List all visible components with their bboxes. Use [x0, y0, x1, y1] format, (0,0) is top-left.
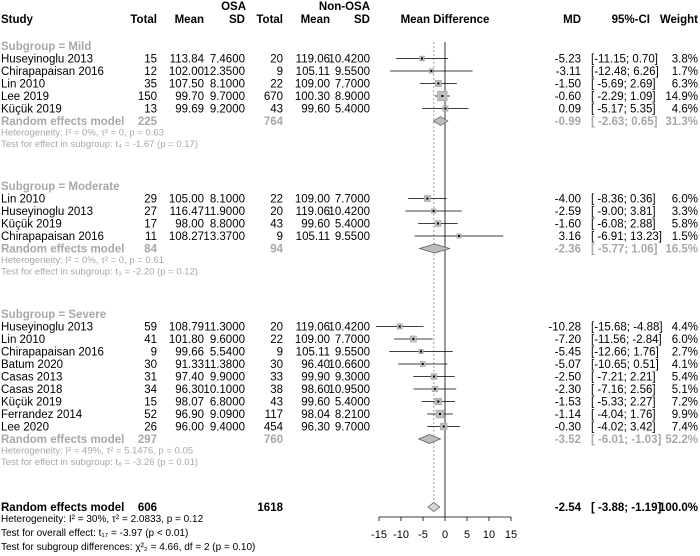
weight-value: 6.0% [671, 193, 698, 206]
overall-diamond [428, 503, 440, 512]
osa-total: 26 [144, 421, 157, 434]
header-nonosa: Non-OSA [318, 1, 370, 13]
header-mean-nonosa: Mean [300, 14, 330, 26]
point-estimate [420, 351, 422, 353]
subgroup-total-osa: 225 [137, 116, 157, 128]
point-estimate [421, 58, 423, 60]
nonosa-sd: 7.7000 [334, 334, 370, 346]
nonosa-mean: 109.00 [294, 334, 330, 346]
md-value: -5.45 [554, 346, 581, 359]
nonosa-total: 20 [270, 53, 283, 66]
osa-total: 34 [144, 384, 157, 396]
overall-total-nonosa: 1618 [257, 502, 283, 514]
osa-mean: 116.47 [169, 206, 204, 218]
nonosa-sd: 10.4200 [328, 321, 370, 334]
nonosa-mean: 98.04 [301, 409, 330, 421]
subgroup-weight: 16.5% [665, 243, 698, 256]
md-value: -1.50 [554, 78, 581, 91]
x-tick-label: -15 [371, 529, 387, 541]
point-estimate [439, 413, 441, 415]
nonosa-mean: 99.60 [301, 103, 330, 116]
subgroup-heterogeneity: Heterogeneity: I² = 49%, τ² = 5.1476, p = 0.05 [1, 445, 194, 457]
study-label: Huseyinoglu 2013 [1, 206, 94, 218]
nonosa-sd: 9.3000 [334, 371, 370, 384]
subgroup-md: -3.52 [554, 434, 581, 446]
md-value: -0.30 [554, 421, 581, 434]
study-label: Batum 2020 [1, 359, 64, 371]
ci-value: [-11.56; -2.84] [591, 334, 662, 346]
subgroup-heterogeneity: Heterogeneity: I² = 0%, τ² = 0, p = 0.61 [1, 255, 164, 266]
osa-total: 52 [144, 409, 157, 421]
study-label: Lin 2010 [1, 334, 46, 346]
study-label: Casas 2013 [1, 371, 63, 384]
weight-value: 1.5% [671, 231, 698, 243]
nonosa-total: 9 [276, 66, 283, 78]
ci-value: [ -4.02; 3.42] [591, 421, 656, 434]
ci-value: [ -7.16; 2.56] [591, 384, 656, 396]
osa-sd: 11.9000 [204, 206, 245, 218]
study-label: Lin 2010 [1, 193, 46, 206]
ci-value: [-12.48; 6.26] [591, 66, 659, 78]
nonosa-total: 22 [270, 78, 283, 91]
subgroup-diamond [419, 435, 441, 444]
nonosa-mean: 109.00 [294, 193, 330, 206]
osa-mean: 97.40 [175, 371, 204, 384]
osa-mean: 99.69 [175, 103, 204, 116]
point-estimate [426, 198, 428, 200]
point-estimate [433, 376, 435, 378]
point-estimate [458, 235, 460, 237]
osa-mean: 96.90 [175, 409, 204, 421]
ci-value: [ -5.69; 2.69] [591, 78, 656, 91]
weight-value: 3.3% [671, 206, 698, 218]
osa-sd: 11.3000 [204, 321, 245, 334]
header-weight: Weight [659, 14, 698, 26]
ci-value: [ -8.36; 0.36] [591, 193, 656, 206]
weight-value: 5.1% [671, 384, 698, 396]
subgroup-ci: [ -5.77; 1.06] [591, 243, 658, 256]
point-estimate [437, 223, 439, 225]
point-estimate [437, 83, 439, 85]
nonosa-sd: 10.4200 [328, 53, 370, 66]
weight-value: 7.2% [671, 396, 698, 409]
header-total-osa: Total [130, 14, 157, 26]
nonosa-mean: 100.30 [294, 91, 330, 103]
osa-sd: 10.1000 [203, 384, 245, 396]
md-value: -10.28 [548, 321, 581, 334]
footer-line: Test for subgroup differences: χ²₂ = 4.66, df = 2 (p = 0.10) [1, 542, 256, 553]
ci-value: [ -5.33; 2.27] [591, 396, 656, 409]
osa-total: 59 [144, 321, 157, 334]
nonosa-sd: 8.2100 [334, 409, 370, 421]
osa-total: 30 [144, 359, 157, 371]
point-estimate [443, 426, 445, 428]
md-value: -5.23 [554, 53, 581, 66]
footer-line: Test for overall effect: t₁₇ = -3.97 (p < 0.01) [1, 528, 189, 539]
x-tick-label: 5 [463, 529, 471, 541]
header-sd-osa: SD [229, 14, 245, 26]
header-md: MD [563, 14, 581, 26]
nonosa-mean: 99.60 [301, 218, 330, 231]
nonosa-sd: 5.4000 [334, 396, 370, 409]
osa-sd: 5.5400 [209, 346, 245, 359]
subgroup-diamond [433, 117, 447, 126]
overall-md: -2.54 [554, 502, 581, 514]
md-value: -2.59 [554, 206, 581, 218]
x-tick-label: 10 [482, 529, 496, 541]
osa-total: 15 [144, 53, 157, 66]
nonosa-sd: 9.5500 [334, 231, 370, 243]
osa-total: 15 [144, 396, 157, 409]
nonosa-mean: 105.11 [295, 231, 330, 243]
weight-value: 5.8% [671, 218, 698, 231]
osa-mean: 102.00 [168, 66, 204, 78]
md-value: -3.11 [555, 66, 581, 78]
nonosa-sd: 10.9500 [328, 384, 370, 396]
weight-value: 14.9% [665, 91, 698, 103]
nonosa-total: 38 [270, 384, 283, 396]
subgroup-md: -2.36 [554, 243, 581, 256]
weight-value: 4.6% [671, 103, 698, 116]
subgroup-re-label: Random effects model [1, 434, 125, 446]
nonosa-total: 22 [270, 334, 283, 346]
nonosa-mean: 119.06 [295, 321, 330, 334]
osa-sd: 9.9000 [209, 371, 245, 384]
study-label: Huseyinoglu 2013 [1, 321, 94, 334]
subgroup-effect-test: Test for effect in subgroup: t₃ = -2.20 (p = 0.12) [1, 266, 198, 278]
subgroup-label: Subgroup = Severe [1, 309, 107, 321]
osa-total: 27 [144, 206, 157, 218]
osa-sd: 13.3700 [203, 231, 245, 243]
osa-mean: 101.80 [168, 334, 204, 346]
nonosa-total: 117 [264, 409, 283, 421]
weight-value: 4.4% [671, 321, 698, 334]
x-tick-label: 0 [441, 529, 449, 541]
ci-value: [ -5.17; 5.35] [591, 103, 656, 116]
study-label: Huseyinoglu 2013 [1, 53, 94, 66]
md-value: 0.09 [558, 103, 581, 116]
study-label: Küçük 2019 [1, 396, 62, 409]
ci-value: [-15.68; -4.88] [591, 321, 663, 334]
study-label: Chirapapaisan 2016 [1, 66, 104, 78]
nonosa-mean: 99.60 [301, 396, 330, 409]
subgroup-effect-test: Test for effect in subgroup: t₄ = -1.67 (p = 0.17) [1, 139, 198, 150]
subgroup-total-nonosa: 764 [263, 116, 283, 128]
subgroup-re-label: Random effects model [1, 243, 125, 256]
x-tick-label: -10 [393, 529, 409, 541]
osa-mean: 96.00 [175, 421, 204, 434]
osa-mean: 113.84 [169, 53, 204, 66]
overall-ci: [ -3.88; -1.19] [591, 502, 662, 514]
overall-total-osa: 606 [137, 502, 157, 514]
weight-value: 5.4% [671, 371, 698, 384]
nonosa-sd: 5.4000 [334, 218, 370, 231]
header-sd-nonosa: SD [354, 14, 370, 26]
weight-value: 6.0% [671, 334, 698, 346]
study-label: Casas 2018 [1, 384, 63, 396]
osa-mean: 107.50 [168, 78, 204, 91]
osa-mean: 96.30 [175, 384, 204, 396]
md-value: -1.60 [554, 218, 581, 231]
subgroup-weight: 52.2% [665, 434, 698, 446]
osa-mean: 99.66 [175, 346, 204, 359]
x-tick-label: 15 [504, 529, 518, 541]
osa-sd: 8.8000 [209, 218, 245, 231]
point-estimate [399, 326, 401, 328]
subgroup-label: Subgroup = Mild [1, 41, 92, 53]
nonosa-mean: 109.00 [294, 78, 330, 91]
study-label: Küçük 2019 [1, 218, 62, 231]
x-tick-label: -5 [418, 529, 428, 541]
ci-value: [-11.15; 0.70] [591, 53, 658, 66]
osa-total: 9 [150, 346, 157, 359]
study-label: Ferrandez 2014 [1, 409, 83, 421]
header-total-nonosa: Total [256, 14, 283, 26]
nonosa-total: 9 [276, 231, 283, 243]
point-estimate [444, 108, 446, 110]
weight-value: 7.4% [671, 421, 698, 434]
osa-sd: 8.1000 [209, 78, 245, 91]
study-label: Chirapapaisan 2016 [1, 231, 104, 243]
md-value: 3.16 [558, 231, 581, 243]
subgroup-label: Subgroup = Moderate [1, 181, 120, 193]
nonosa-total: 43 [270, 396, 283, 409]
subgroup-heterogeneity: Heterogeneity: I² = 0%, τ² = 0, p = 0.63 [1, 127, 164, 139]
osa-sd: 9.4000 [209, 421, 245, 434]
osa-total: 150 [137, 91, 157, 103]
nonosa-sd: 9.5500 [334, 66, 370, 78]
osa-sd: 9.0900 [209, 409, 245, 421]
nonosa-total: 33 [270, 371, 283, 384]
study-label: Lee 2020 [1, 421, 49, 434]
point-estimate [433, 210, 435, 212]
subgroup-total-osa: 297 [137, 434, 157, 446]
overall-weight: 100.0% [658, 502, 698, 514]
study-label: Küçük 2019 [1, 103, 62, 116]
header-mean-difference: Mean Difference [400, 14, 490, 26]
osa-mean: 108.27 [168, 231, 204, 243]
md-value: -2.50 [554, 371, 581, 384]
subgroup-ci: [ -6.01; -1.03] [591, 434, 662, 446]
subgroup-weight: 31.3% [665, 116, 698, 128]
osa-sd: 6.8000 [209, 396, 245, 409]
weight-value: 3.8% [671, 53, 698, 66]
nonosa-sd: 10.6600 [328, 359, 370, 371]
osa-total: 13 [144, 103, 157, 116]
nonosa-mean: 96.40 [301, 359, 330, 371]
nonosa-sd: 7.7000 [334, 78, 370, 91]
nonosa-mean: 119.06 [295, 206, 330, 218]
md-value: -2.30 [554, 384, 581, 396]
md-value: -7.20 [554, 334, 581, 346]
weight-value: 1.7% [671, 66, 698, 78]
ci-value: [ -2.29; 1.09] [591, 91, 656, 103]
subgroup-total-osa: 84 [144, 243, 157, 256]
nonosa-mean: 105.11 [295, 66, 330, 78]
osa-total: 35 [144, 78, 157, 91]
osa-sd: 9.6000 [209, 334, 245, 346]
weight-value: 9.9% [671, 409, 698, 421]
study-label: Chirapapaisan 2016 [1, 346, 104, 359]
nonosa-total: 43 [270, 218, 283, 231]
osa-total: 17 [144, 218, 157, 231]
nonosa-total: 670 [263, 91, 283, 103]
osa-mean: 98.00 [175, 218, 204, 231]
nonosa-sd: 10.4200 [328, 206, 370, 218]
osa-total: 31 [144, 371, 157, 384]
subgroup-md: -0.99 [554, 116, 581, 128]
ci-value: [ -6.91; 13.23] [591, 231, 662, 243]
nonosa-sd: 9.7000 [334, 421, 370, 434]
ci-value: [-12.66; 1.76] [591, 346, 659, 359]
nonosa-total: 9 [276, 346, 283, 359]
header-osa: OSA [221, 1, 246, 13]
osa-mean: 91.33 [175, 359, 204, 371]
header-ci: 95%-CI [611, 14, 650, 26]
osa-mean: 108.79 [168, 321, 204, 334]
nonosa-sd: 5.4000 [334, 103, 370, 116]
nonosa-mean: 119.06 [295, 53, 330, 66]
ci-value: [-10.65; 0.51] [591, 359, 659, 371]
osa-sd: 9.2000 [209, 103, 245, 116]
point-estimate [422, 363, 424, 365]
point-estimate [434, 388, 436, 390]
ci-value: [ -4.04; 1.76] [591, 409, 656, 421]
footer-line: Heterogeneity: I² = 30%, τ² = 2.0833, p = 0.12 [1, 514, 204, 525]
osa-total: 41 [144, 334, 157, 346]
md-value: -4.00 [554, 193, 581, 206]
osa-sd: 7.4600 [209, 53, 245, 66]
osa-total: 29 [144, 193, 157, 206]
subgroup-total-nonosa: 760 [263, 434, 283, 446]
ci-value: [ -9.00; 3.81] [591, 206, 656, 218]
nonosa-mean: 105.11 [295, 346, 330, 359]
osa-mean: 99.70 [175, 91, 204, 103]
point-estimate [430, 70, 432, 72]
osa-total: 11 [145, 231, 157, 243]
subgroup-total-nonosa: 94 [270, 243, 283, 256]
point-estimate [412, 338, 414, 340]
subgroup-re-label: Random effects model [1, 116, 125, 128]
osa-sd: 11.3800 [204, 359, 245, 371]
nonosa-sd: 7.7000 [334, 193, 370, 206]
osa-sd: 8.1000 [209, 193, 245, 206]
subgroup-ci: [ -2.63; 0.65] [591, 116, 658, 128]
md-value: -0.60 [554, 91, 581, 103]
nonosa-total: 22 [270, 193, 283, 206]
nonosa-total: 43 [270, 103, 283, 116]
nonosa-total: 454 [263, 421, 283, 434]
nonosa-sd: 8.9000 [334, 91, 370, 103]
study-label: Lee 2019 [1, 91, 49, 103]
md-value: -1.53 [554, 396, 581, 409]
subgroup-effect-test: Test for effect in subgroup: t₈ = -3.26 (p = 0.01) [1, 457, 199, 468]
header-mean-osa: Mean [174, 14, 204, 26]
osa-sd: 9.7000 [209, 91, 245, 103]
study-label: Lin 2010 [1, 78, 46, 91]
point-estimate [441, 95, 443, 97]
osa-total: 12 [144, 66, 157, 78]
nonosa-mean: 99.90 [301, 371, 330, 384]
osa-mean: 98.07 [175, 396, 204, 409]
overall-label: Random effects model [1, 502, 125, 514]
ci-value: [ -7.21; 2.21] [591, 371, 656, 384]
nonosa-mean: 98.60 [301, 384, 330, 396]
weight-value: 2.7% [671, 346, 698, 359]
nonosa-mean: 96.30 [301, 421, 330, 434]
weight-value: 6.3% [671, 78, 698, 91]
nonosa-total: 30 [270, 359, 283, 371]
nonosa-sd: 9.5500 [334, 346, 370, 359]
header-study: Study [1, 14, 33, 26]
md-value: -1.14 [554, 409, 581, 421]
weight-value: 4.1% [671, 359, 698, 371]
point-estimate [437, 401, 439, 403]
osa-sd: 12.3500 [203, 66, 245, 78]
md-value: -5.07 [554, 359, 581, 371]
osa-mean: 105.00 [168, 193, 204, 206]
nonosa-total: 20 [270, 206, 283, 218]
ci-value: [ -6.08; 2.88] [591, 218, 656, 231]
nonosa-total: 20 [270, 321, 283, 334]
